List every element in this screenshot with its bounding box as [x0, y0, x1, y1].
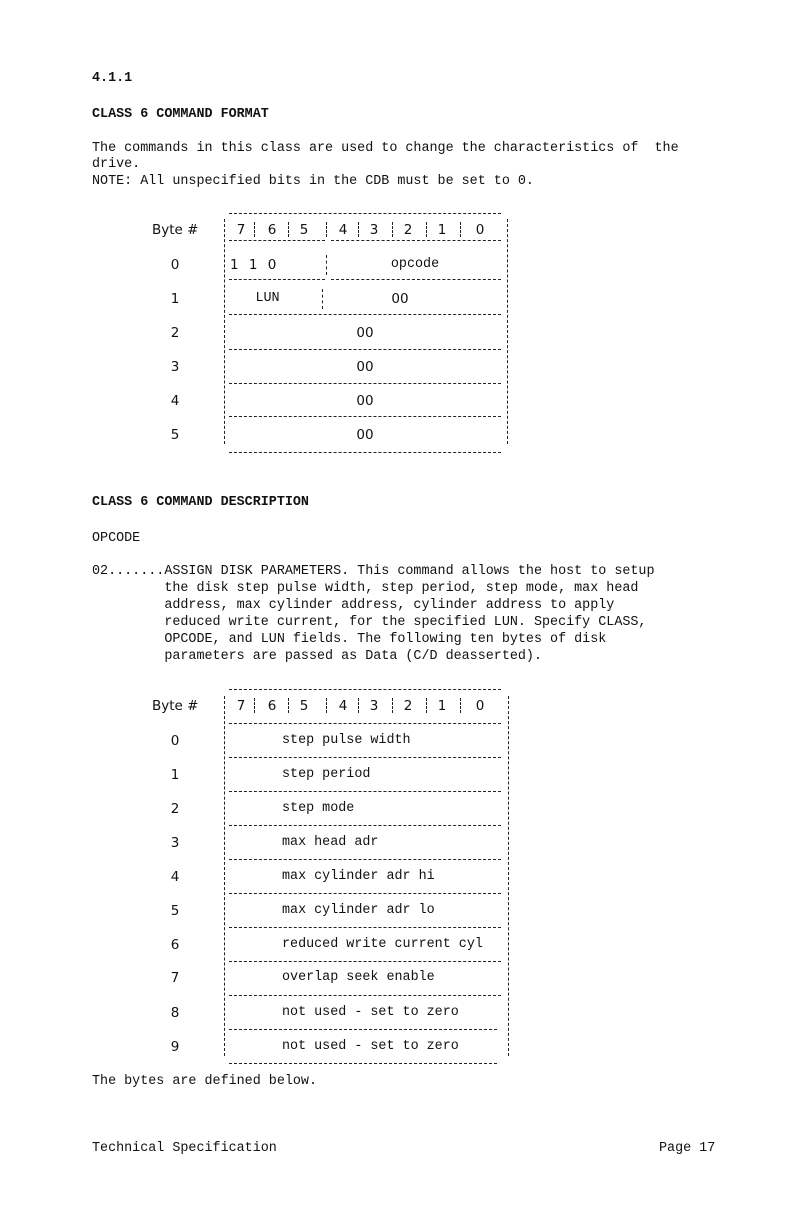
- row-divider: [229, 723, 501, 724]
- bit-divider: [426, 222, 427, 237]
- bit-divider: [254, 222, 255, 237]
- reserved-field: 00: [356, 393, 374, 409]
- bit-divider: [288, 222, 289, 237]
- row-divider: [331, 279, 501, 280]
- table-border-right: [507, 219, 508, 444]
- description-line: OPCODE, and LUN fields. The following ten bytes of disk: [92, 632, 607, 647]
- row-divider: [229, 995, 501, 996]
- bit-0-label: 0: [475, 698, 485, 714]
- row-divider: [229, 893, 501, 894]
- table-border-left: [224, 696, 225, 1056]
- byte-2-label: 2: [170, 325, 180, 341]
- max-cylinder-adr-hi-field: max cylinder adr hi: [282, 869, 435, 884]
- bit-divider: [326, 698, 327, 713]
- overlap-seek-enable-field: overlap seek enable: [282, 970, 435, 985]
- not-used-field: not used - set to zero: [282, 1039, 459, 1054]
- row-divider: [229, 927, 501, 928]
- bit-3-label: 3: [369, 698, 379, 714]
- bit-6-label: 6: [267, 698, 277, 714]
- bit-6-label: 6: [267, 222, 277, 238]
- bit-divider: [326, 222, 327, 237]
- field-divider: [322, 289, 323, 309]
- closing-text: The bytes are defined below.: [92, 1074, 317, 1089]
- row-divider: [229, 1029, 497, 1030]
- bit-5-label: 5: [299, 698, 309, 714]
- byte-5-label: 5: [170, 903, 180, 919]
- note-text: NOTE: All unspecified bits in the CDB must be set to 0.: [92, 174, 534, 189]
- max-head-adr-field: max head adr: [282, 835, 379, 850]
- byte-1-label: 1: [170, 767, 180, 783]
- reserved-field: 00: [356, 359, 374, 375]
- bit-divider: [460, 222, 461, 237]
- bit-divider: [254, 698, 255, 713]
- format-heading: CLASS 6 COMMAND FORMAT: [92, 107, 269, 122]
- description-line: reduced write current, for the specified LUN. Specify CLASS,: [92, 615, 647, 630]
- bit-divider: [288, 698, 289, 713]
- byte-0-label: 0: [170, 733, 180, 749]
- description-line: address, max cylinder address, cylinder address to apply: [92, 598, 615, 613]
- table-border-top: [229, 689, 501, 690]
- row-divider: [229, 349, 501, 350]
- row-divider: [229, 240, 325, 241]
- row-divider: [229, 416, 501, 417]
- max-cylinder-adr-lo-field: max cylinder adr lo: [282, 903, 435, 918]
- opcode-label: OPCODE: [92, 531, 141, 546]
- row-divider: [229, 757, 501, 758]
- bit-1-label: 1: [437, 222, 447, 238]
- bit-divider: [358, 698, 359, 713]
- row-divider: [229, 859, 501, 860]
- bit-4-label: 4: [338, 222, 348, 238]
- byte-4-label: 4: [170, 393, 180, 409]
- reserved-field: 00: [391, 291, 409, 307]
- step-mode-field: step mode: [282, 801, 355, 816]
- byte-2-label: 2: [170, 801, 180, 817]
- bit-2-label: 2: [403, 222, 413, 238]
- intro-line-1: The commands in this class are used to change the characteristics of the: [92, 141, 679, 156]
- byte-5-label: 5: [170, 427, 180, 443]
- reduced-write-current-cyl-field: reduced write current cyl: [282, 937, 483, 952]
- page-number: Page 17: [659, 1141, 716, 1156]
- table-border-left: [224, 219, 225, 444]
- row-divider: [331, 240, 501, 241]
- table-border-bottom: [229, 1063, 497, 1064]
- row-divider: [229, 825, 501, 826]
- section-number: 4.1.1: [92, 71, 133, 86]
- description-line: 02.......ASSIGN DISK PARAMETERS. This command allows the host to setup: [92, 564, 655, 579]
- bit-0-label: 0: [475, 222, 485, 238]
- byte-8-label: 8: [170, 1005, 180, 1021]
- bit-5-label: 5: [299, 222, 309, 238]
- byte-4-label: 4: [170, 869, 180, 885]
- reserved-field: 00: [356, 325, 374, 341]
- byte-6-label: 6: [170, 937, 180, 953]
- opcode-field: opcode: [390, 257, 440, 272]
- description-heading: CLASS 6 COMMAND DESCRIPTION: [92, 495, 309, 510]
- table-border-bottom: [229, 452, 501, 453]
- footer-title: Technical Specification: [92, 1141, 277, 1156]
- intro-line-2: drive.: [92, 157, 141, 172]
- byte-3-label: 3: [170, 359, 180, 375]
- bit-divider: [392, 698, 393, 713]
- bit-1-label: 1: [437, 698, 447, 714]
- bit-divider: [426, 698, 427, 713]
- table-border-top: [229, 213, 501, 214]
- row-divider: [229, 791, 501, 792]
- description-line: the disk step pulse width, step period, step mode, max head: [92, 581, 639, 596]
- table-border-right: [508, 696, 509, 1056]
- bit-4-label: 4: [338, 698, 348, 714]
- bit-7-label: 7: [236, 222, 246, 238]
- row-divider: [229, 383, 501, 384]
- step-pulse-width-field: step pulse width: [282, 733, 411, 748]
- bit-2-label: 2: [403, 698, 413, 714]
- byte-0-label: 0: [170, 257, 180, 273]
- step-period-field: step period: [282, 767, 371, 782]
- description-line: parameters are passed as Data (C/D deasserted).: [92, 649, 542, 664]
- byte-header: Byte #: [152, 698, 199, 714]
- bit-7-label: 7: [236, 698, 246, 714]
- lun-field: LUN: [255, 291, 280, 306]
- bit-divider: [392, 222, 393, 237]
- bit-3-label: 3: [369, 222, 379, 238]
- row-divider: [229, 314, 501, 315]
- byte-1-label: 1: [170, 291, 180, 307]
- not-used-field: not used - set to zero: [282, 1005, 459, 1020]
- field-divider: [326, 255, 327, 275]
- byte-3-label: 3: [170, 835, 180, 851]
- row-divider: [229, 961, 501, 962]
- byte-header: Byte #: [152, 222, 199, 238]
- class-bits: 1 1 0: [230, 257, 277, 273]
- row-divider: [229, 279, 325, 280]
- byte-9-label: 9: [170, 1039, 180, 1055]
- bit-divider: [460, 698, 461, 713]
- byte-7-label: 7: [170, 970, 180, 986]
- bit-divider: [358, 222, 359, 237]
- reserved-field: 00: [356, 427, 374, 443]
